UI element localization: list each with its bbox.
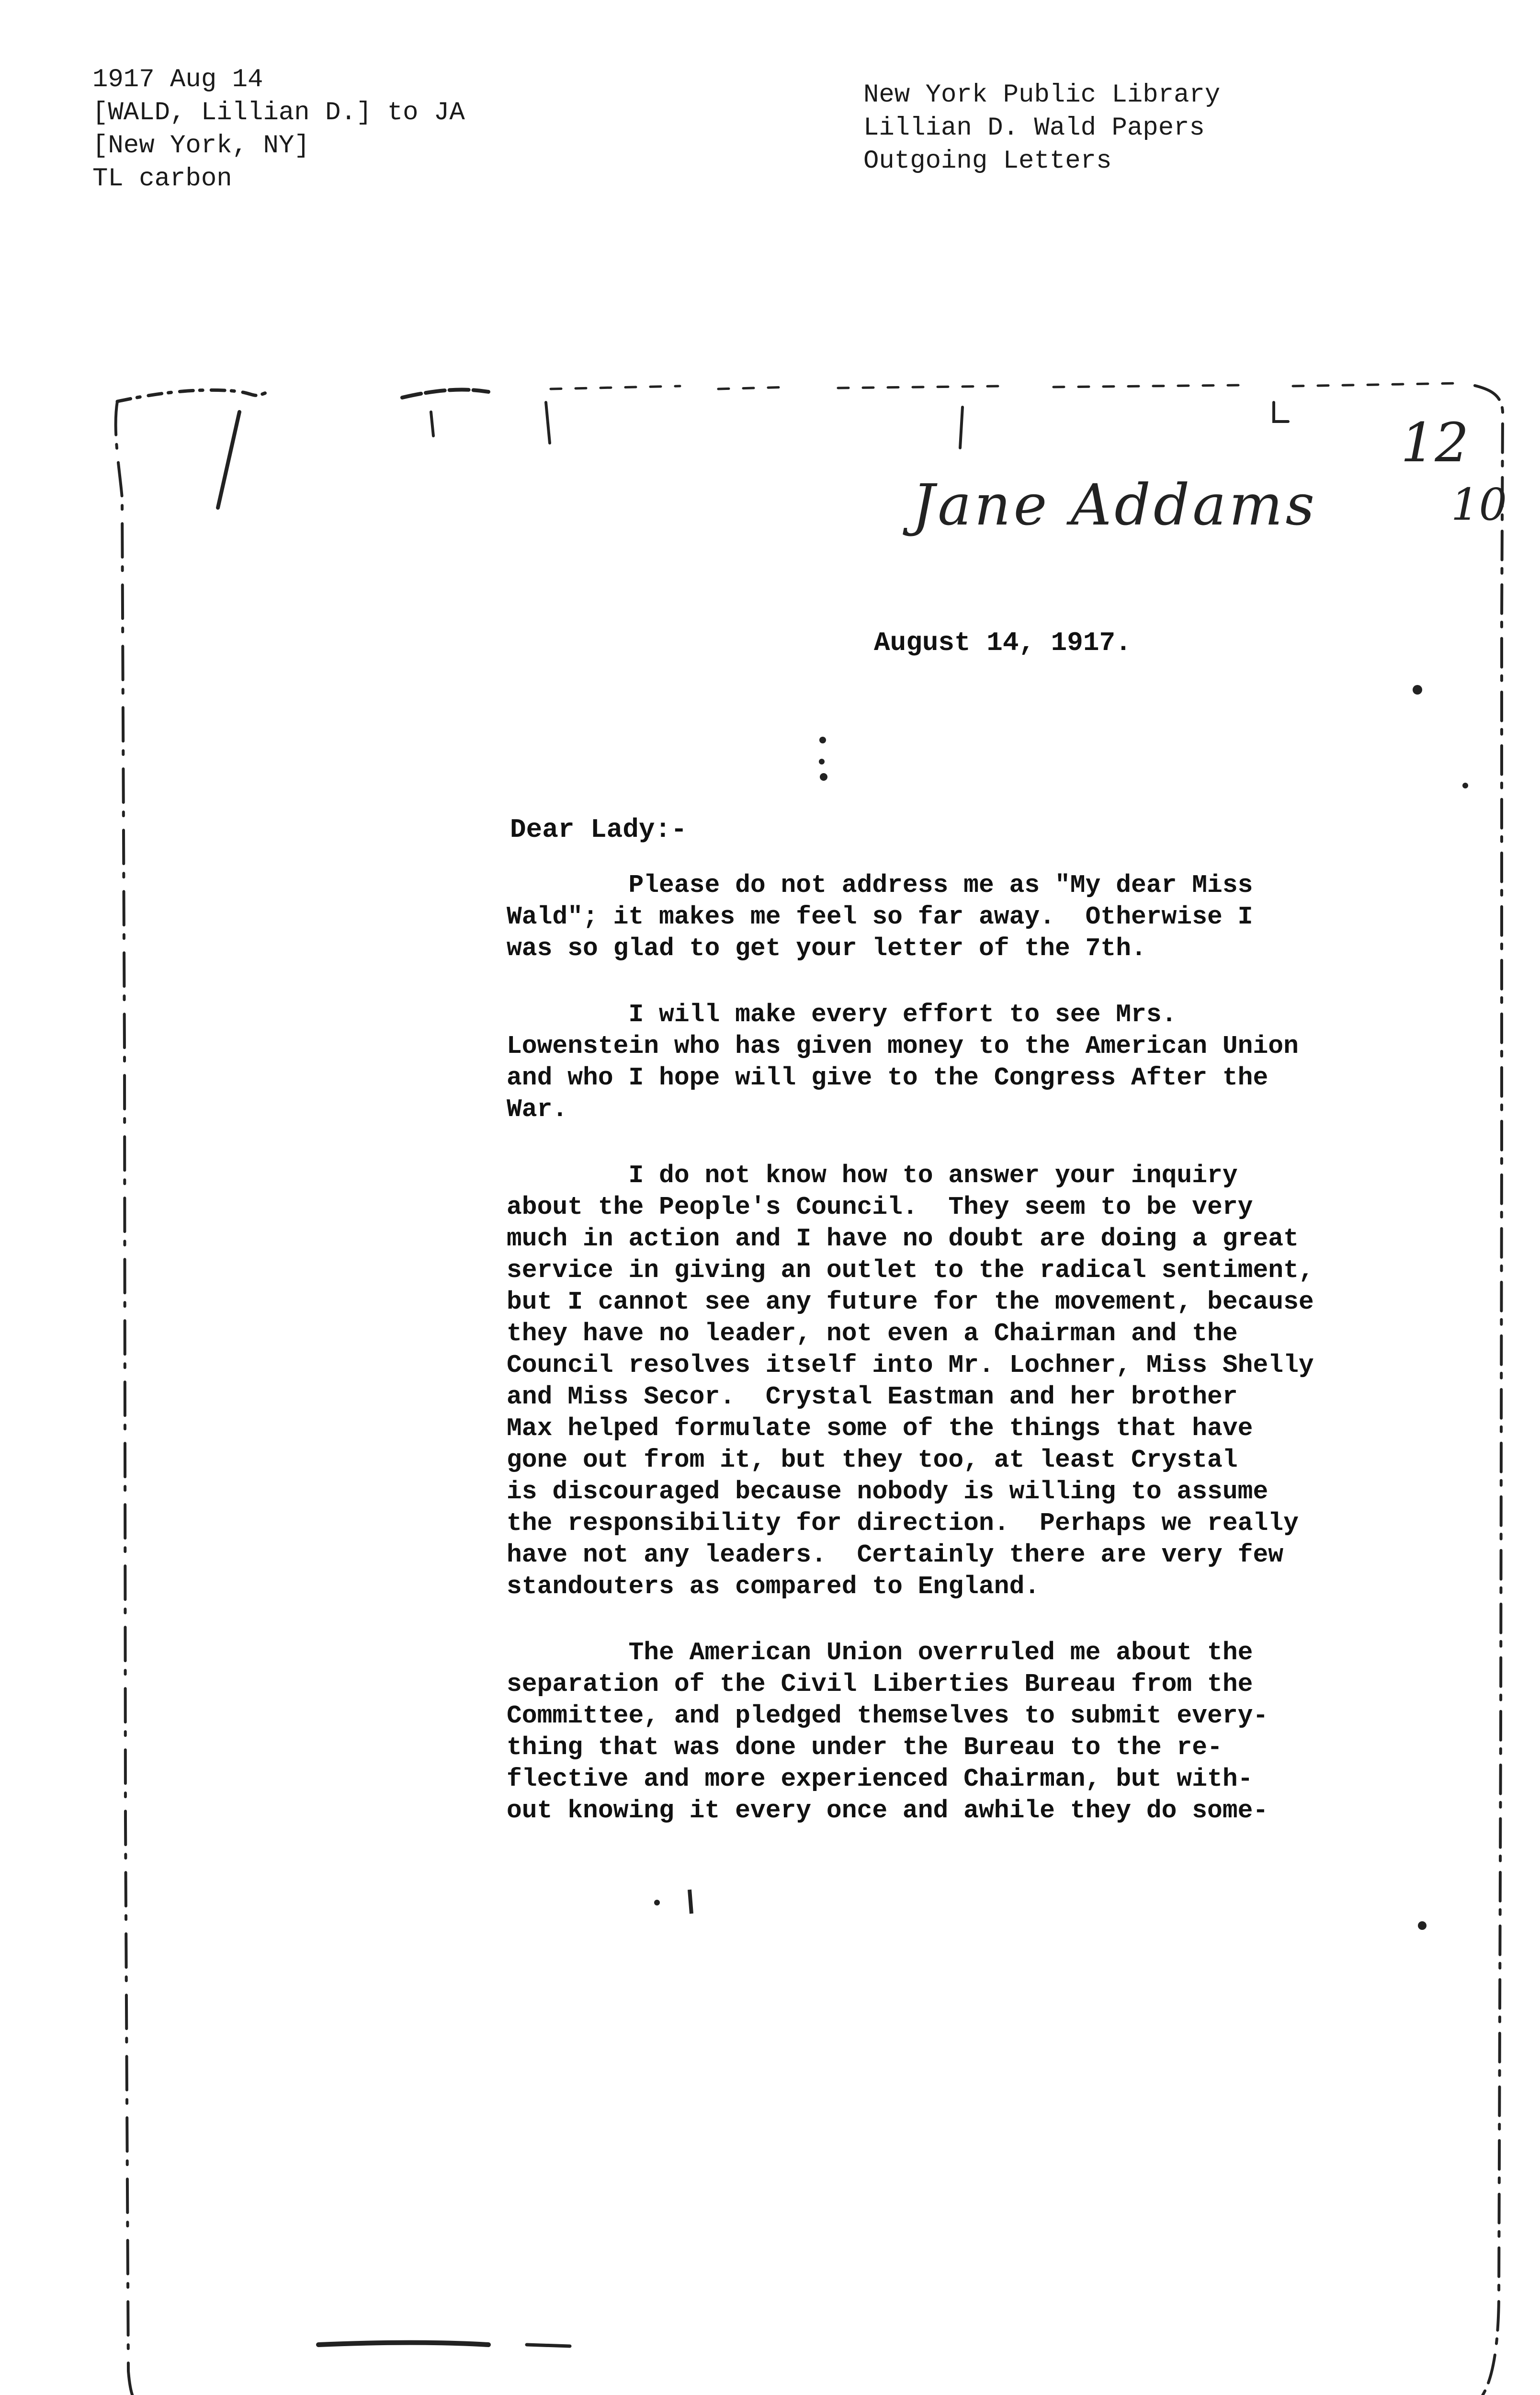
letter-line: separation of the Civil Liberties Bureau from the [507,1670,1253,1699]
letter-line: I do not know how to answer your inquiry [507,1161,1238,1190]
meta-place: [New York, NY] [92,131,310,160]
letter-line: but I cannot see any future for the movement, because [507,1288,1314,1316]
letter-line: have not any leaders. Certainly there are very few [507,1540,1284,1569]
letter-line: and who I hope will give to the Congress After the [507,1063,1268,1092]
letter-line: thing that was done under the Bureau to the re- [507,1733,1223,1762]
meta-format: TL carbon [92,164,232,194]
letter-salutation: Dear Lady:- [510,814,687,845]
letter-line: Council resolves itself into Mr. Lochner, Miss Shelly [507,1351,1314,1380]
handwritten-page-number: 10 [1451,479,1507,530]
letter-line: was so glad to get your letter of the 7th. [507,934,1146,963]
letter-line: and Miss Secor. Crystal Eastman and her brother [507,1382,1238,1411]
letter-line: War. [507,1095,568,1124]
handwritten-annotation: Jane Addams [912,472,1318,538]
letter-line: they have no leader, not even a Chairman and the [507,1319,1238,1348]
letter-line: Please do not address me as "My dear Miss [507,871,1253,900]
letter-line: Wald"; it makes me feel so far away. Otherwise I [507,902,1253,931]
letter-line: gone out from it, but they too, at least Crystal [507,1446,1238,1474]
meta-collection: Lillian D. Wald Papers [863,114,1205,143]
letter-line: Lowenstein who has given money to the American Union [507,1032,1299,1061]
letter-line: service in giving an outlet to the radical sentiment, [507,1256,1314,1285]
letter-line: I will make every effort to see Mrs. [507,1000,1177,1029]
letter-date: August 14, 1917. [874,627,1132,658]
meta-series: Outgoing Letters [863,147,1112,176]
letter-line: out knowing it every once and awhile they do some- [507,1796,1268,1825]
letter-line: is discouraged because nobody is willing to assume [507,1477,1268,1506]
letter-line: about the People's Council. They seem to be very [507,1193,1253,1221]
corner-handwritten-mark: 12 [1401,412,1469,474]
letter-line: flective and more experienced Chairman, but with- [507,1765,1253,1793]
meta-correspondents: [WALD, Lillian D.] to JA [92,98,465,127]
meta-date: 1917 Aug 14 [92,65,263,94]
letter-line: standouters as compared to England. [507,1572,1040,1601]
letter-line: much in action and I have no doubt are doing a great [507,1224,1299,1253]
letter-line: The American Union overruled me about the [507,1638,1253,1667]
letter-line: Committee, and pledged themselves to submit every- [507,1701,1268,1730]
letter-line: the responsibility for direction. Perhaps we really [507,1509,1299,1538]
letter-line: Max helped formulate some of the things that have [507,1414,1253,1443]
meta-repository: New York Public Library [863,80,1221,110]
